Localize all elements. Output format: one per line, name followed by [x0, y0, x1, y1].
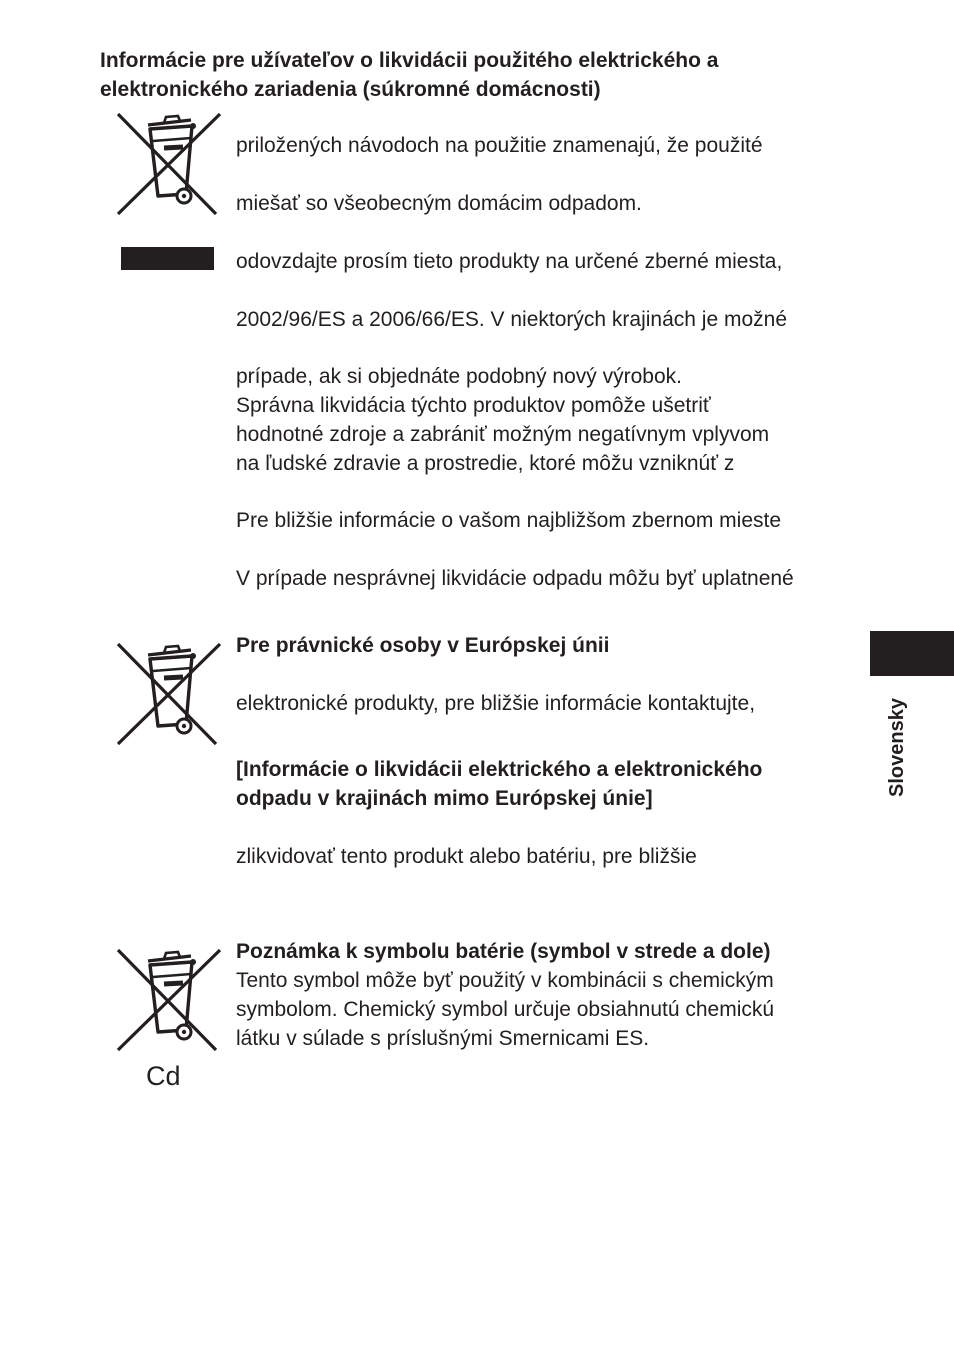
weee-bin-icon	[112, 946, 224, 1058]
section2-heading: Pre právnické osoby v Európskej únii	[236, 634, 610, 657]
language-tab-label: Slovensky	[886, 698, 908, 797]
page-title: Informácie pre užívateľov o likvidácii použitého elektrického a elektronického zariadenia (súkromné domácnosti)	[100, 49, 719, 101]
section1-line: priložených návodoch na použitie znamenajú, že použité	[236, 134, 763, 157]
section3-line: zlikvidovať tento produkt alebo batériu, pre bližšie	[236, 845, 697, 868]
section1-line: prípade, ak si objednáte podobný nový výrobok.	[236, 365, 682, 388]
section1-line: Pre bližšie informácie o vašom najbližšom zbernom mieste	[236, 509, 782, 532]
black-bar-symbol	[121, 247, 214, 270]
section1-line: na ľudské zdravie a prostredie, ktoré môžu vzniknúť z	[236, 452, 735, 475]
section4-heading: Poznámka k symbolu batérie (symbol v strede a dole)	[236, 940, 771, 963]
section4-line: látku v súlade s príslušnými Smernicami ES.	[236, 1027, 650, 1050]
weee-bin-icon	[112, 640, 224, 752]
section4-line: symbolom. Chemický symbol určuje obsiahnutú chemickú	[236, 998, 775, 1021]
section3-heading: [Informácie o likvidácii elektrického a elektronického	[236, 758, 763, 781]
section1-line: miešať so všeobecným domácim odpadom.	[236, 192, 642, 215]
section1-line: 2002/96/ES a 2006/66/ES. V niektorých krajinách je možné	[236, 308, 788, 331]
section3-heading: odpadu v krajinách mimo Európskej únie]	[236, 787, 653, 810]
language-tab-marker	[870, 631, 954, 676]
weee-bin-icon	[112, 110, 224, 222]
section4-line: Tento symbol môže byť použitý v kombinácii s chemickým	[236, 969, 774, 992]
section2-line: elektronické produkty, pre bližšie informácie kontaktujte,	[236, 692, 756, 715]
section1-line: V prípade nesprávnej likvidácie odpadu môžu byť uplatnené	[236, 567, 794, 590]
section1-line: hodnotné zdroje a zabrániť možným negatívnym vplyvom	[236, 423, 770, 446]
section1-line: odovzdajte prosím tieto produkty na určené zberné miesta,	[236, 250, 783, 273]
chemical-symbol: Cd	[146, 1061, 181, 1091]
section1-line: Správna likvidácia týchto produktov pomôže ušetriť	[236, 394, 711, 417]
